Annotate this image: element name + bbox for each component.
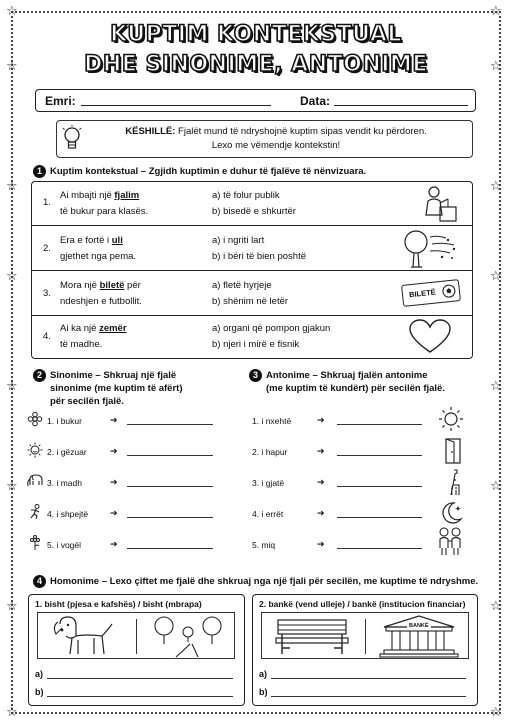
answer-line[interactable] (127, 517, 213, 518)
tip-label: KËSHILLË: (125, 126, 176, 137)
section-number-2: 2 (33, 369, 46, 382)
answer-line[interactable] (337, 517, 422, 518)
antonym-item: 4. i errët ➔ (252, 507, 484, 523)
antonym-item: 2. i hapur ➔ (252, 445, 484, 461)
answer-line[interactable] (47, 678, 233, 679)
answer-line[interactable] (337, 424, 422, 425)
synonym-item: 2. i gëzuar ➔ (27, 445, 227, 461)
star-icon: ☆ (6, 4, 18, 19)
ticket-text: BILETË (408, 287, 437, 300)
context-row-2: 2. Era e fortë i uli gjethet nga pema. a) i ngriti lart b) i bëri të bien poshtë (32, 226, 472, 271)
star-icon: ☆ (6, 379, 18, 394)
context-table (31, 181, 473, 359)
antonym-list (252, 414, 484, 564)
running-figure-icon (27, 504, 43, 520)
option-b[interactable]: b) i bëri të bien poshtë (212, 251, 307, 262)
star-icon: ☆ (490, 599, 502, 614)
option-a[interactable]: a) i ngriti lart (212, 235, 265, 246)
homonym-image-frame (37, 612, 235, 659)
tip-text-1: Fjalët mund të ndryshojnë kuptim sipas vendit ku përdoren. (175, 126, 427, 137)
page-title-line1: KUPTIM KONTEKSTUAL (110, 22, 402, 47)
antonym-item: 3. i gjatë ➔ (252, 476, 484, 492)
heart-icon (408, 319, 452, 355)
star-icon: ☆ (490, 479, 502, 494)
synonym-list (27, 414, 227, 564)
date-field[interactable] (334, 105, 468, 106)
context-row-3: 3. Mora një biletë për ndeshjen e futbollit. a) fletë hyrjeje b) shënim në letër BILETË (32, 271, 472, 316)
date-label: Data: (300, 94, 331, 108)
section2-heading: 2 Sinonime – Shkruaj një fjalë sinonime (me kuptim të afërt) për secilën fjalë. (33, 369, 183, 408)
context-row-4: 4. Ai ka një zemër të madhe. a) organi që pompon gjakun b) njeri i mirë e fisnik (32, 316, 472, 358)
synonym-item: 5. i vogël ➔ (27, 538, 227, 554)
option-b[interactable]: b) njeri i mirë e fisnik (212, 339, 300, 350)
synonym-item: 1. i bukur ➔ (27, 414, 227, 430)
star-icon: ☆ (6, 479, 18, 494)
star-icon: ☆ (6, 59, 18, 74)
section-number-3: 3 (249, 369, 262, 382)
underlined-word: biletë (99, 280, 125, 291)
tip-box (56, 120, 473, 158)
tree-wind-icon (402, 229, 460, 269)
image-divider (365, 619, 366, 654)
moon-stars-icon (438, 500, 464, 526)
star-icon: ☆ (6, 269, 18, 284)
section4-heading: 4 Homonime – Lexo çiftet me fjalë dhe shkruaj nga një fjali për secilën, me kuptime të ndryshme. (33, 575, 478, 588)
two-kids-icon (435, 526, 465, 556)
answer-line[interactable] (271, 678, 466, 679)
option-b[interactable]: b) bisedë e shkurtër (212, 206, 296, 217)
image-divider (136, 619, 137, 654)
park-path-trees-icon (146, 614, 230, 658)
homonym-box-2: 2. bankë (vend ulleje) / bankë (institucion financiar) BANKË a) b) (252, 594, 478, 706)
star-icon: ☆ (490, 179, 502, 194)
star-icon: ☆ (490, 705, 502, 720)
star-icon: ☆ (6, 179, 18, 194)
answer-line[interactable] (337, 455, 422, 456)
antonym-item: 5. miq ➔ (252, 538, 484, 554)
section-number-4: 4 (33, 575, 46, 588)
synonym-item: 4. i shpejtë ➔ (27, 507, 227, 523)
lightbulb-icon (62, 125, 82, 153)
star-icon: ☆ (490, 4, 502, 19)
option-a[interactable]: a) fletë hyrjeje (212, 280, 272, 291)
synonym-item: 3. i madh ➔ (27, 476, 227, 492)
section1-heading (33, 165, 366, 178)
antonym-item: 1. i nxehtë ➔ (252, 414, 484, 430)
dog-icon (46, 614, 126, 658)
homonym-image-frame (261, 612, 469, 659)
bank-sign: BANKË (409, 623, 429, 629)
answer-line[interactable] (127, 548, 213, 549)
answer-line[interactable] (127, 486, 213, 487)
open-door-icon (442, 438, 464, 464)
answer-label-a: a) (259, 669, 268, 679)
answer-label-b: b) (259, 687, 268, 697)
name-label: Emri: (45, 94, 76, 108)
sun-icon (438, 406, 464, 432)
option-b[interactable]: b) shënim në letër (212, 296, 289, 307)
star-icon: ☆ (490, 269, 502, 284)
soccer-ball-icon (441, 283, 456, 298)
speaker-at-podium-icon (420, 185, 460, 223)
answer-line[interactable] (47, 696, 233, 697)
flower-icon (27, 411, 43, 427)
answer-line[interactable] (127, 455, 213, 456)
section-number-1: 1 (33, 165, 46, 178)
star-icon: ☆ (6, 705, 18, 720)
option-a[interactable]: a) të folur publik (212, 190, 280, 201)
answer-label-a: a) (35, 669, 44, 679)
bank-building-icon (376, 614, 462, 658)
small-flower-icon (27, 535, 43, 551)
context-row-1: 1. Ai mbajti një fjalim të bukur para klasës. a) të folur publik b) bisedë e shkurtër (32, 182, 472, 226)
star-icon: ☆ (490, 379, 502, 394)
section1-title: Kuptim kontekstual – Zgjidh kuptimin e duhur të fjalëve të nënvizuara. (50, 166, 367, 177)
option-a[interactable]: a) organi që pompon gjakun (212, 323, 331, 334)
tip-text-2: Lexo me vëmendje kontekstin! (211, 140, 341, 151)
homonym-box-1: 1. bisht (pjesa e kafshës) / bisht (mbrapa) a) b) (28, 594, 245, 706)
ticket-icon (401, 279, 461, 307)
star-icon: ☆ (490, 59, 502, 74)
elephant-icon (27, 473, 45, 489)
underlined-word: uli (111, 235, 123, 246)
name-date-bar (35, 89, 476, 112)
underlined-word: fjalim (114, 190, 140, 201)
answer-line[interactable] (271, 696, 466, 697)
sun-smile-icon (27, 442, 43, 458)
name-field[interactable] (81, 105, 271, 106)
star-icon: ☆ (6, 599, 18, 614)
giraffe-icon (442, 468, 464, 496)
underlined-word: zemër (99, 323, 127, 334)
park-bench-icon (270, 614, 354, 658)
answer-line[interactable] (127, 424, 213, 425)
page-title-line2: DHE SINONIME, ANTONIME (84, 52, 428, 77)
answer-line[interactable] (337, 486, 422, 487)
section3-heading: 3 Antonime – Shkruaj fjalën antonime (me kuptim të kundërt) për secilën fjalë. (249, 369, 445, 395)
answer-label-b: b) (35, 687, 44, 697)
answer-line[interactable] (337, 548, 422, 549)
